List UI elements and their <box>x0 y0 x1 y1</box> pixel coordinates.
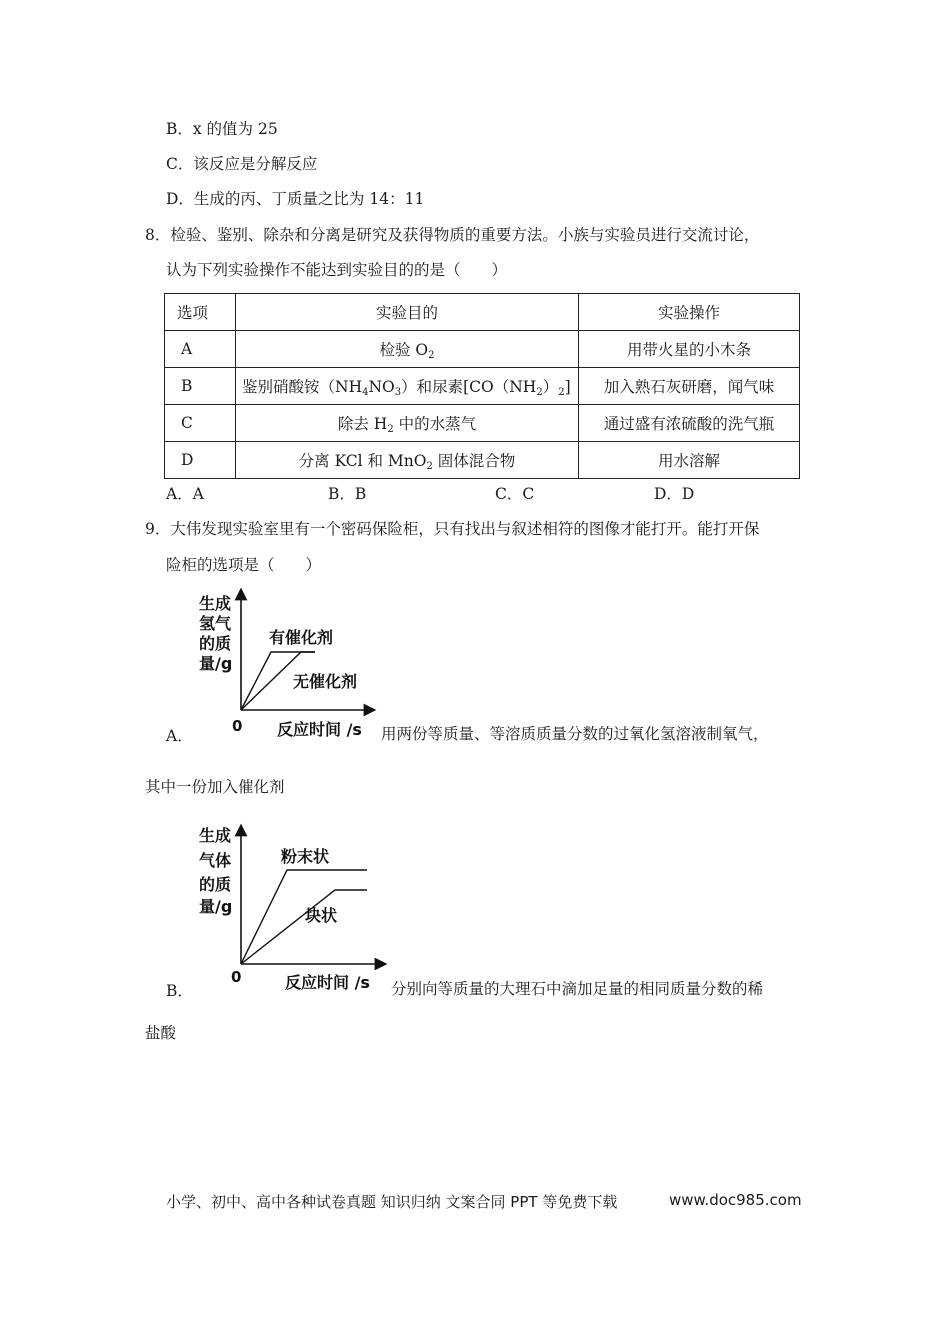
q9-stem-line2: 险柜的选项是（ ） <box>166 556 322 574</box>
table-row <box>165 331 800 368</box>
table-row <box>165 442 800 479</box>
footer-text: 小学、初中、高中各种试卷真题 知识归纳 文案合同 PPT 等免费下载 <box>166 1193 618 1211</box>
q9-option-b-text: 分别向等质量的大理石中滴加足量的相同质量分数的稀 <box>391 980 764 998</box>
xlabel: 反应时间 /s <box>277 720 362 739</box>
q9-stem-line1: 9．大伟发现实验室里有一个密码保险柜，只有找出与叙述相符的图像才能打开。能打开保 <box>145 520 760 538</box>
q9-option-a-text: 用两份等质量、等溶质质量分数的过氧化氢溶液制氧气， <box>381 725 769 743</box>
experiment-table <box>164 293 800 479</box>
row-option: B <box>165 368 236 405</box>
ylabel-line: 氢气 <box>199 614 232 633</box>
page-footer <box>166 1191 802 1212</box>
q7-option-b: B．x 的值为 25 <box>166 120 278 138</box>
row-purpose: 除去 $H_2$ 中的水蒸气 <box>236 405 579 442</box>
row-option: A <box>165 331 236 368</box>
header-operation: 实验操作 <box>579 294 800 331</box>
q7-option-d: D．生成的丙、丁质量之比为 14：11 <box>166 190 425 208</box>
label-lump: 块状 <box>305 906 338 925</box>
row-purpose: 检验 $O_2$ <box>236 331 579 368</box>
xlabel: 反应时间 /s <box>285 973 370 992</box>
answer-a: A．A <box>166 485 204 503</box>
q9-option-a-text2: 其中一份加入催化剂 <box>145 778 285 796</box>
q9-option-a-label: A． <box>166 727 193 745</box>
ylabel-line: 生成 <box>199 594 232 613</box>
row-option: D <box>165 442 236 479</box>
answer-b: B．B <box>328 485 367 503</box>
ylabel-line: 的质 <box>199 875 232 894</box>
header-option: 选项 <box>165 294 236 331</box>
row-operation: 用带火星的小木条 <box>579 331 800 368</box>
header-purpose: 实验目的 <box>236 294 579 331</box>
row-operation: 通过盛有浓硫酸的洗气瓶 <box>579 405 800 442</box>
graph-a <box>195 588 380 743</box>
answer-d: D．D <box>654 485 695 503</box>
ylabel-line: 量/g <box>199 897 233 916</box>
q7-option-c: C．该反应是分解反应 <box>166 155 318 173</box>
ylabel-line: 生成 <box>199 826 232 845</box>
table-row <box>165 368 800 405</box>
row-purpose: 鉴别硝酸铵$(NH_4NO_3)$和尿素$[CO(NH_2)_2]$ <box>236 368 579 405</box>
q8-stem-line2: 认为下列实验操作不能达到实验目的的是（ ） <box>166 261 508 279</box>
q8-stem-line1: 8．检验、鉴别、除杂和分离是研究及获得物质的重要方法。小族与实验员进行交流讨论， <box>145 226 760 244</box>
graph-b <box>195 820 390 998</box>
row-operation: 加入熟石灰研磨，闻气味 <box>579 368 800 405</box>
origin-label: 0 <box>232 717 243 735</box>
q8-answer-options <box>166 482 726 504</box>
row-purpose: 分离 KCl 和 MnO$_2$ 固体混合物 <box>236 442 579 479</box>
label-powder: 粉末状 <box>281 847 330 866</box>
curve-lump <box>241 890 367 964</box>
table-row <box>165 405 800 442</box>
ylabel-line: 量/g <box>199 654 233 673</box>
table-header-row <box>165 294 800 331</box>
ylabel-line: 的质 <box>199 634 232 653</box>
row-operation: 用水溶解 <box>579 442 800 479</box>
origin-label: 0 <box>231 968 242 986</box>
answer-c: C．C <box>495 485 535 503</box>
label-without-catalyst: 无催化剂 <box>293 672 358 691</box>
q9-option-b-text2: 盐酸 <box>145 1024 177 1042</box>
q9-option-b-label: B． <box>166 982 193 1000</box>
label-with-catalyst: 有催化剂 <box>269 628 334 647</box>
row-option: C <box>165 405 236 442</box>
ylabel-line: 气体 <box>199 851 232 870</box>
footer-site-link[interactable]: www.doc985.com <box>669 1191 802 1209</box>
